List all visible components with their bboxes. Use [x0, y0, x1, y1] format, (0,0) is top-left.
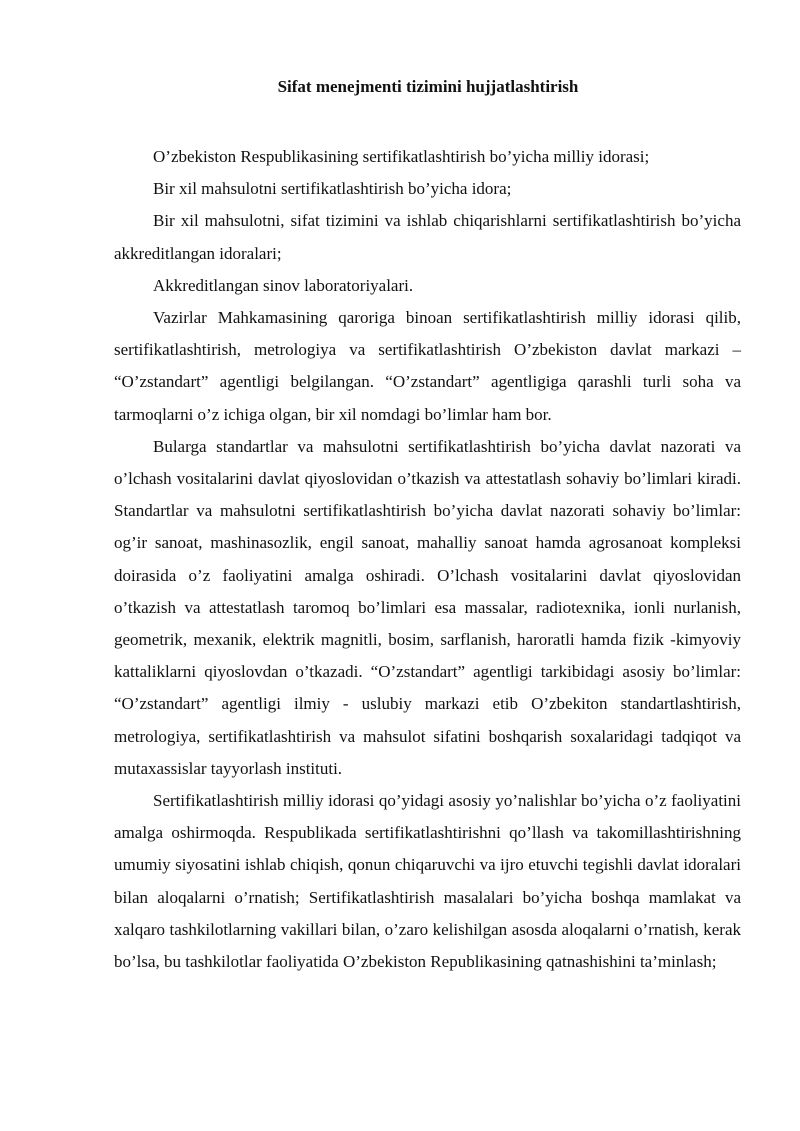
- paragraph-national-body: O’zbekiston Respublikasining sertifikatlashtirish bo’yicha milliy idorasi;: [153, 147, 650, 166]
- paragraph-product-certification-body: Bir xil mahsulotni sertifikatlashtirish bo’yicha idora;: [153, 179, 512, 199]
- document-body: [114, 141, 741, 978]
- paragraph-national-body-activities: Sertifikatlashtirish milliy idorasi qo’yidagi asosiy yo’nalishlar bo’yicha o’z faoliyatini amalga oshirmoqda. Respublikada sertifikatlashtirishni qo’llash va takomillashtirishning umumiy siyosatini ishlab chiqish, qonun chiqaruvchi va ijro etuvchi tegishli davlat idoralari bilan aloqalarni o’rnatish; Sertifikatlashtirish masalalari bo’yicha boshqa mamlakat va xalqaro tashkilotlarning vakillari bilan, o’zaro kelishilgan asosda aloqalarni o’rnatish, kerak bo’lsa, bu tashkilotlar faoliyatida O’zbekiston Republikasining qatnashishini ta’minlash;: [114, 791, 741, 972]
- paragraph-departments: Bularga standartlar va mahsulotni sertifikatlashtirish bo’yicha davlat nazorati va o’lchash vositalarini davlat qiyoslovidan o’tkazish va attestatlash sohaviy bo’limlari kiradi. Standartlar va mahsulotni sertifikatlashtirish bo’yicha davlat nazorati sohaviy bo’limlar: og’ir sanoat, mashinasozlik, engil sanoat, mahalliy sanoat hamda agrosanoat kompleksi doirasida o’z faoliyatini amalga oshiradi. O’lchash vositalarini davlat qiyoslovidan o’tkazish va attestatlash taromoq bo’limlari esa massalar, radiotexnika, ionli nurlanish, geometrik, mexanik, elektrik magnitli, bosim, sarflanish, haroratli hamda fizik -kimyoviy kattaliklarni qiyoslovdan o’tkazadi. “O’zstandart” agentligi tarkibidagi asosiy bo’limlar: “O’zstandart” agentligi ilmiy - uslubiy markazi etib O’zbekiton standartlashtirish, metrologiya, sertifikatlashtirish va mahsulot sifatini boshqarish soxalaridagi tadqiqot va mutaxassislar tayyorlash instituti.: [114, 436, 741, 778]
- paragraph-accredited-bodies: Bir xil mahsulotni, sifat tizimini va ishlab chiqarishlarni sertifikatlashtirish bo’yicha akkreditlangan idoralari;: [114, 211, 741, 263]
- paragraph-testing-laboratories: Akkreditlangan sinov laboratoriyalari.: [153, 275, 414, 295]
- document-title: Sifat menejmenti tizimini hujjatlashtirish: [277, 77, 579, 96]
- paragraph-ministerial-decision: Vazirlar Mahkamasining qaroriga binoan sertifikatlashtirish milliy idorasi qilib, sertifikatlashtirish, metrologiya va sertifikatlashtirish O’zbekiston davlat markazi – “O’zstandart” agentligi belgilangan. “O’zstandart” agentligiga qarashli turli soha va tarmoqlarni o’z ichiga olgan, bir xil nomdagi bo’limlar ham bor.: [114, 308, 741, 424]
